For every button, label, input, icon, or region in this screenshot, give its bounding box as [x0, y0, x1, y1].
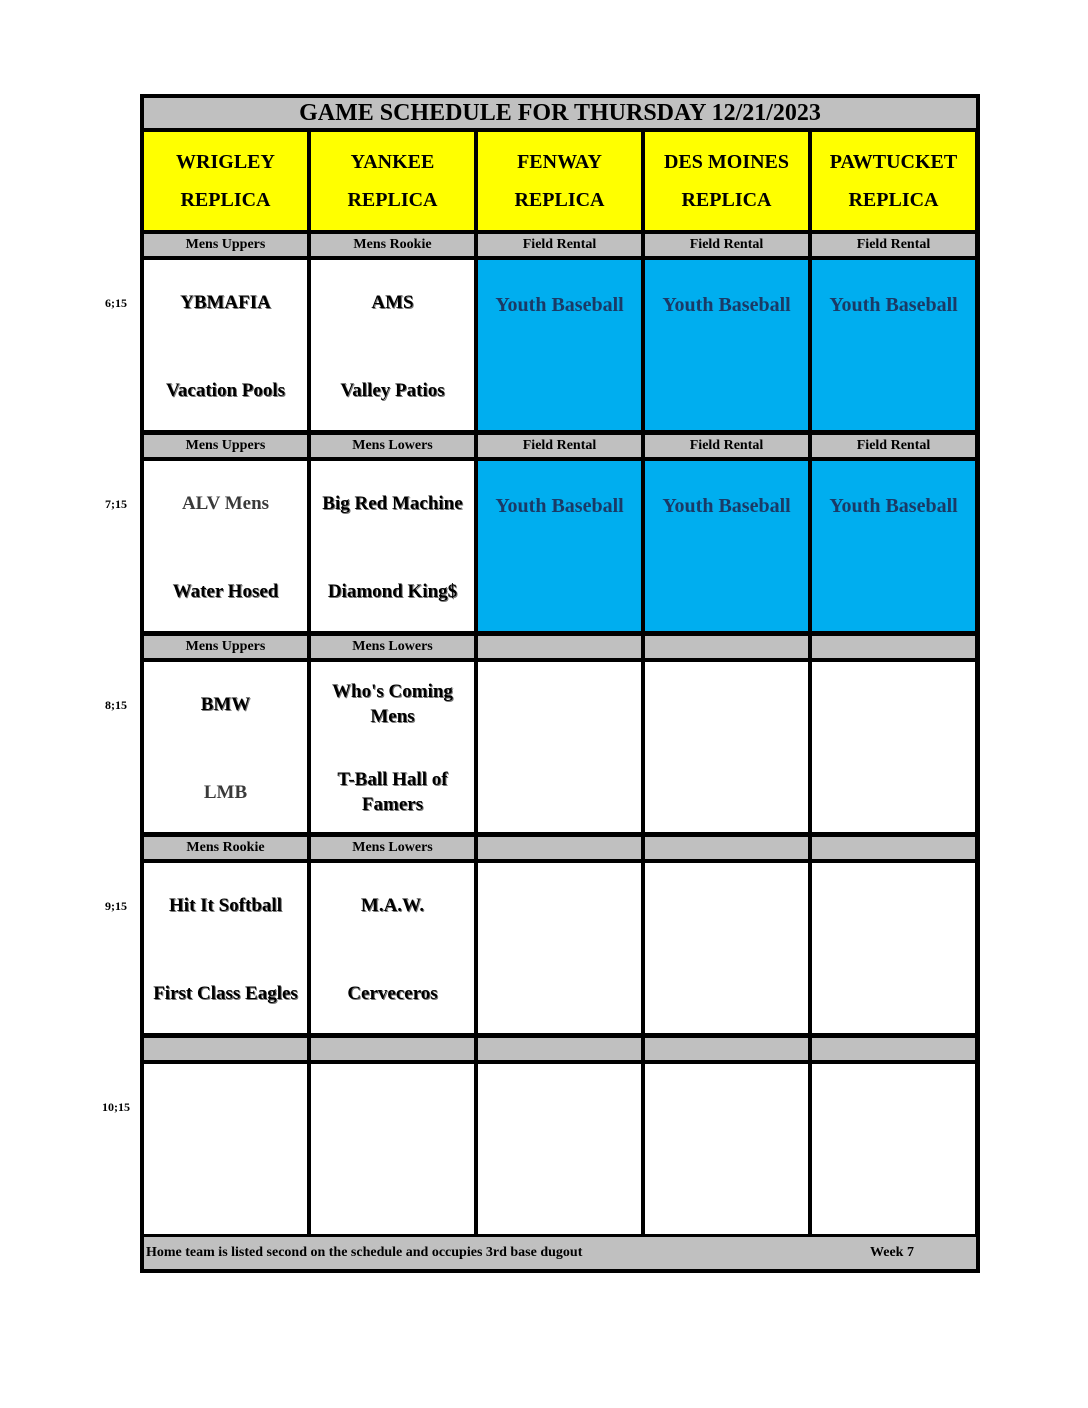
game-cell — [812, 662, 975, 832]
division-label: Mens Lowers — [311, 435, 474, 457]
game-cell — [144, 863, 307, 1033]
field-header — [478, 132, 641, 230]
rental-label: Youth Baseball — [829, 494, 958, 517]
division-label: Mens Uppers — [144, 636, 307, 658]
game-cell — [645, 662, 808, 832]
time-label: 9;15 — [105, 899, 127, 913]
field-header — [812, 132, 975, 230]
field-rental-cell — [812, 260, 975, 430]
home-team: Valley Patios — [340, 379, 445, 401]
footer-note: Home team is listed second on the schedule and occupies 3rd base dugout — [146, 1245, 583, 1260]
division-label: Field Rental — [812, 435, 975, 457]
time-label: 7;15 — [105, 497, 127, 511]
time-label: 6;15 — [105, 296, 127, 310]
away-team: Who's Coming Mens — [332, 681, 453, 727]
rental-label: Youth Baseball — [495, 293, 624, 316]
away-team: AMS — [371, 291, 414, 313]
division-label: Field Rental — [478, 435, 641, 457]
game-cell — [478, 662, 641, 832]
game-cell — [311, 1064, 474, 1234]
field-rental-cell — [645, 260, 808, 430]
home-team: Vacation Pools — [165, 379, 286, 401]
game-cell — [144, 1064, 307, 1234]
game-cell — [812, 863, 975, 1033]
away-team: YBMAFIA — [180, 291, 271, 313]
game-cell — [144, 662, 307, 832]
field-name: PAWTUCKET — [829, 151, 958, 173]
away-team: Hit It Softball — [169, 894, 282, 916]
division-label — [812, 636, 975, 658]
game-cell — [478, 1064, 641, 1234]
game-cell — [311, 863, 474, 1033]
rental-label: Youth Baseball — [495, 494, 624, 517]
game-cell — [144, 260, 307, 430]
field-rental-cell — [478, 260, 641, 430]
division-label — [645, 1038, 808, 1060]
week-label: Week 7 — [870, 1245, 914, 1260]
home-team: T-Ball Hall of Famers — [337, 769, 448, 815]
division-label — [645, 837, 808, 859]
field-type: REPLICA — [347, 189, 438, 211]
away-team: Big Red Machine — [322, 492, 463, 514]
division-label — [812, 837, 975, 859]
division-label: Mens Lowers — [311, 837, 474, 859]
field-name: WRIGLEY — [176, 151, 275, 173]
division-label: Field Rental — [645, 234, 808, 256]
home-team: Water Hosed — [172, 580, 279, 602]
field-name: YANKEE — [350, 151, 435, 173]
footer-bar — [144, 1237, 976, 1269]
division-label — [144, 1038, 307, 1060]
division-label — [478, 1038, 641, 1060]
division-label — [311, 1038, 474, 1060]
field-type: REPLICA — [514, 189, 605, 211]
division-label — [645, 636, 808, 658]
field-header — [144, 132, 307, 230]
game-cell — [311, 461, 474, 631]
game-cell — [311, 260, 474, 430]
rental-label: Youth Baseball — [662, 494, 791, 517]
game-cell — [812, 1064, 975, 1234]
rental-label: Youth Baseball — [829, 293, 958, 316]
division-label: Field Rental — [478, 234, 641, 256]
away-team: ALV Mens — [181, 492, 270, 514]
schedule-title: GAME SCHEDULE FOR THURSDAY 12/21/2023 — [144, 98, 976, 128]
division-label: Mens Lowers — [311, 636, 474, 658]
division-label — [478, 837, 641, 859]
field-rental-cell — [645, 461, 808, 631]
field-rental-cell — [812, 461, 975, 631]
schedule-table — [140, 94, 980, 1273]
division-label: Mens Uppers — [144, 435, 307, 457]
division-label: Mens Rookie — [311, 234, 474, 256]
field-rental-cell — [478, 461, 641, 631]
game-cell — [311, 662, 474, 832]
home-team: Diamond King$ — [327, 580, 458, 602]
field-type: REPLICA — [180, 189, 271, 211]
division-label — [478, 636, 641, 658]
field-name: FENWAY — [517, 151, 602, 173]
time-label: 8;15 — [105, 698, 127, 712]
game-cell — [645, 863, 808, 1033]
division-label: Field Rental — [645, 435, 808, 457]
field-type: REPLICA — [848, 189, 939, 211]
division-label — [812, 1038, 975, 1060]
home-team: LMB — [203, 781, 248, 803]
rental-label: Youth Baseball — [662, 293, 791, 316]
game-cell — [144, 461, 307, 631]
game-cell — [645, 1064, 808, 1234]
field-header — [311, 132, 474, 230]
division-label: Field Rental — [812, 234, 975, 256]
home-team: Cerveceros — [347, 982, 438, 1004]
game-cell — [478, 863, 641, 1033]
field-header — [645, 132, 808, 230]
division-label: Mens Uppers — [144, 234, 307, 256]
away-team: M.A.W. — [360, 894, 425, 916]
away-team: BMW — [200, 693, 251, 715]
field-type: REPLICA — [681, 189, 772, 211]
division-label: Mens Rookie — [144, 837, 307, 859]
home-team: First Class Eagles — [153, 982, 298, 1004]
time-label: 10;15 — [102, 1100, 130, 1114]
field-name: DES MOINES — [663, 151, 790, 173]
